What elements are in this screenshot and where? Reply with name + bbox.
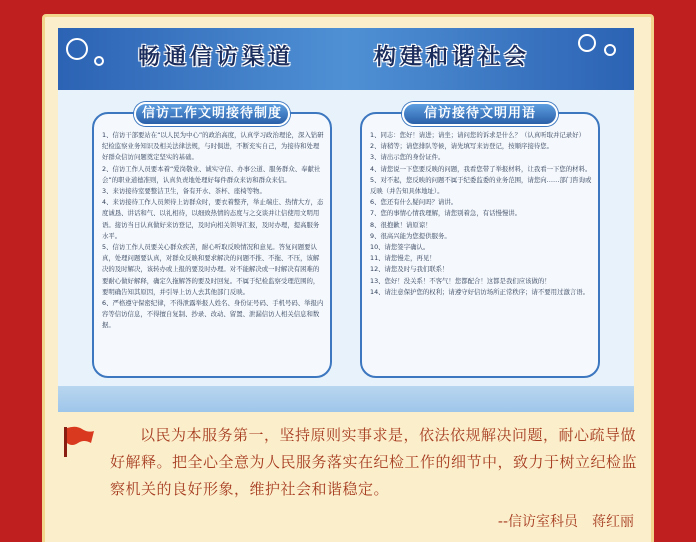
- banner-title-right: 构建和谐社会: [374, 44, 531, 70]
- bubble-decoration: [66, 38, 88, 60]
- city-skyline: [58, 386, 634, 412]
- panel-line: 4、请您说一下您要反映的问题，我看您带了举报材料，让我看一下您的材料。: [370, 164, 592, 173]
- panel-line: 2、信访工作人员要本着“爱岗敬业、诚实守信、办事公道、服务群众、奉献社会”的职业道德准则，认真负责地处理好每件群众来访和群众来信。: [102, 164, 321, 184]
- caption-signature: --信访室科员 蒋红丽: [497, 514, 634, 530]
- right-panel-title: 信访接待文明用语: [402, 102, 558, 126]
- panel-line: 7、您的事情心情我理解，请您别着急，有话慢慢讲。: [370, 209, 522, 218]
- right-panel-text: [370, 130, 592, 370]
- panel-line: 6、严格遵守保密纪律，不得泄露举报人姓名、身份证号码、手机号码、举报内容等信访信息，不得擅自复制、抄录、改动、留置、泄漏信访人相关信息和数据。: [102, 299, 324, 330]
- panel-line: 12、请您及时与我们联系！: [370, 265, 449, 274]
- panel-line: 2、请稍等；请您排队等候，请先填写来访登记，按顺序接待您。: [370, 142, 554, 151]
- panel-line: 4、来访接待工作人员须待上访群众时，要衣着整齐，举止端庄、热情大方，态度诚恳、讲话和气、以礼相待，以细致热情的态度与之交谈并让信使用文明用语。接访当日认真做好来访登记，及时向相关领导汇报，及时办理，提高服务水平。: [102, 198, 324, 240]
- left-panel-text: [102, 130, 324, 370]
- red-flag-icon: [60, 423, 96, 459]
- panel-line: 1、信访干部要站在“以人民为中心”的政治高度，认真学习政治理论，深入钻研纪检监察业务知识及相关法律法规，与时俱进，不断充实自己，为接待和处理好群众信访问题奠定坚实的基础。: [102, 131, 324, 162]
- poster-image: [58, 28, 634, 412]
- panel-line: 3、请出示您的身份证件。: [370, 153, 445, 162]
- panel-line: 1、同志：您好！请进；请坐；请问您的诉求是什么？（认真听取并记录好）: [370, 131, 585, 139]
- panel-line: 9、很高兴能为您提供服务。: [370, 231, 451, 240]
- panel-line: 14、请注意保护您的权利；请遵守好信访场所正常秩序；请不要用过激言语。: [370, 287, 590, 296]
- bubble-decoration: [604, 44, 616, 56]
- bubble-decoration: [578, 34, 596, 52]
- panel-line: 3、来访接待室要整洁卫生，备有开水、茶杯、座椅等物。: [102, 187, 266, 196]
- panel-line: 10、请您签字确认。: [370, 243, 430, 252]
- panel-line: 5、对不起，您反映的问题不属于纪委监委的业务范围，请您向……部门咨询或反映（并告知具体地址）。: [370, 175, 592, 196]
- poster-banner: [58, 28, 634, 90]
- bubble-decoration: [94, 56, 104, 66]
- panel-line: 6、您还有什么疑问吗？请讲。: [370, 198, 458, 207]
- banner-title-left: 畅通信访渠道: [138, 44, 295, 70]
- caption-text: 以民为本服务第一，坚持原则实事求是，依法依规解决问题，耐心疏导做好解释。把全心全意为人民服务落实在纪检工作的细节中，致力于树立纪检监察机关的良好形象，维护社会和谐稳定。: [110, 426, 638, 498]
- left-panel-title: 信访工作文明接待制度: [134, 102, 290, 126]
- panel-line: 8、很抱歉！请原谅！: [370, 220, 432, 229]
- panel-line: 11、请您慢走，再见！: [370, 254, 436, 263]
- panel-line: 5、信访工作人员要关心群众疾苦，耐心听取反映情况和意见。答复问题要认真，处理问题要认真，对群众反映和要求解决的问题不推、不拖、不压，该解决的及时解决，该转办或上报的要及时办理。对不能解决或一时解决有困难的要耐心做好解释，确定久拖解答的要及时回复。不属于纪检监察受理范围的，要明确告知其原因，并引导上访人去其他部门反映。: [102, 243, 320, 296]
- panel-line: 13、您好！没关系！不客气！您都配合！这都是我们应该做的！: [370, 276, 551, 285]
